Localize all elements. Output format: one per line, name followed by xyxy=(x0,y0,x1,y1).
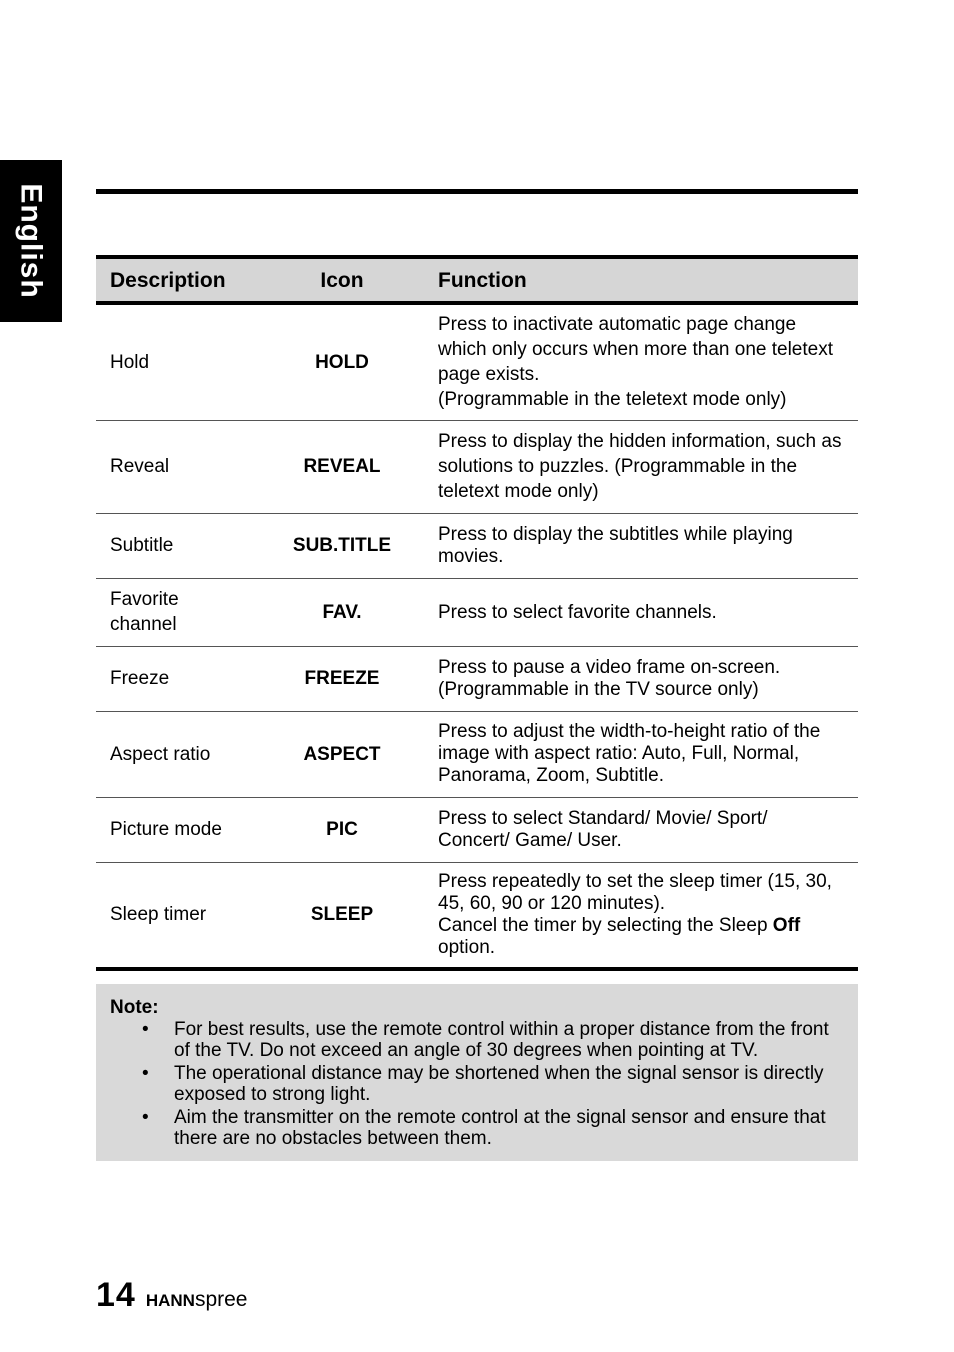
table-row xyxy=(96,513,858,578)
table-row xyxy=(96,797,858,862)
row-description: Freeze xyxy=(96,646,260,711)
brand-light: spree xyxy=(194,1288,248,1311)
note-item-text: For best results, use the remote control within a proper distance from the front of the TV. Do not exceed an angle of 30 degrees when pointing at TV. xyxy=(174,1019,829,1061)
note-item xyxy=(110,1063,844,1105)
note-item xyxy=(110,1019,844,1061)
function-note xyxy=(438,915,844,959)
row-description: Favorite channel xyxy=(96,578,260,646)
table-header-row xyxy=(96,257,858,303)
row-icon: FAV. xyxy=(260,578,424,646)
brand-bold: HANN xyxy=(145,1291,195,1310)
bullet-icon: • xyxy=(142,1019,149,1040)
row-function xyxy=(424,646,858,711)
row-icon: ASPECT xyxy=(260,711,424,797)
bullet-icon: • xyxy=(142,1063,149,1084)
row-function: Press to display the hidden information, such as solutions to puzzles. (Programmable in the teletext mode only) xyxy=(424,420,858,513)
row-description: Sleep timer xyxy=(96,862,260,969)
note-title: Note: xyxy=(110,997,159,1018)
note-item-text: The operational distance may be shortened when the signal sensor is directly exposed to strong light. xyxy=(174,1063,824,1105)
table-row xyxy=(96,862,858,969)
row-icon: SLEEP xyxy=(260,862,424,969)
note-box xyxy=(96,984,858,1161)
function-text: Press to pause a video frame on-screen. xyxy=(438,656,781,678)
table-row xyxy=(96,646,858,711)
note-item-text: Aim the transmitter on the remote control at the signal sensor and ensure that there are no obstacles between them. xyxy=(174,1107,826,1149)
page-number: 14 xyxy=(96,1276,136,1314)
header-icon: Icon xyxy=(260,257,424,303)
header-description: Description xyxy=(96,257,260,303)
top-rule xyxy=(96,189,858,194)
header-function: Function xyxy=(424,257,858,303)
table-row xyxy=(96,578,858,646)
bullet-icon: • xyxy=(142,1107,149,1128)
function-note-pre: Cancel the timer by selecting the Sleep xyxy=(438,914,773,936)
row-icon: FREEZE xyxy=(260,646,424,711)
row-function: Press to select Standard/ Movie/ Sport/ Concert/ Game/ User. xyxy=(424,797,858,862)
row-icon: REVEAL xyxy=(260,420,424,513)
function-note: (Programmable in the TV source only) xyxy=(438,678,759,700)
function-note-post: option. xyxy=(438,936,496,958)
page-footer xyxy=(96,1276,247,1315)
language-side-tab xyxy=(0,160,62,322)
row-description: Hold xyxy=(96,303,260,420)
row-function xyxy=(424,862,858,969)
row-function: Press to select favorite channels. xyxy=(424,578,858,646)
row-function: Press to display the subtitles while playing movies. xyxy=(424,513,858,578)
note-list xyxy=(110,1019,844,1149)
table-row xyxy=(96,303,858,420)
function-note: (Programmable in the teletext mode only) xyxy=(438,389,787,411)
function-note-bold: Off xyxy=(772,914,801,936)
language-label: English xyxy=(15,183,48,299)
row-description: Reveal xyxy=(96,420,260,513)
remote-functions-table xyxy=(96,255,858,971)
row-description: Picture mode xyxy=(96,797,260,862)
row-function xyxy=(424,303,858,420)
note-item xyxy=(110,1107,844,1149)
row-icon: PIC xyxy=(260,797,424,862)
table-row xyxy=(96,420,858,513)
row-description: Subtitle xyxy=(96,513,260,578)
brand-logo xyxy=(146,1288,248,1312)
table-row xyxy=(96,711,858,797)
function-text: Press to inactivate automatic page change which only occurs when more than one teletext page exists. xyxy=(438,314,833,386)
row-icon: SUB.TITLE xyxy=(260,513,424,578)
function-text: Press repeatedly to set the sleep timer (15, 30, 45, 60, 90 or 120 minutes). xyxy=(438,870,832,914)
row-function: Press to adjust the width-to-height ratio of the image with aspect ratio: Auto, Full, Normal, Panorama, Zoom, Subtitle. xyxy=(424,711,858,797)
row-description: Aspect ratio xyxy=(96,711,260,797)
row-icon: HOLD xyxy=(260,303,424,420)
